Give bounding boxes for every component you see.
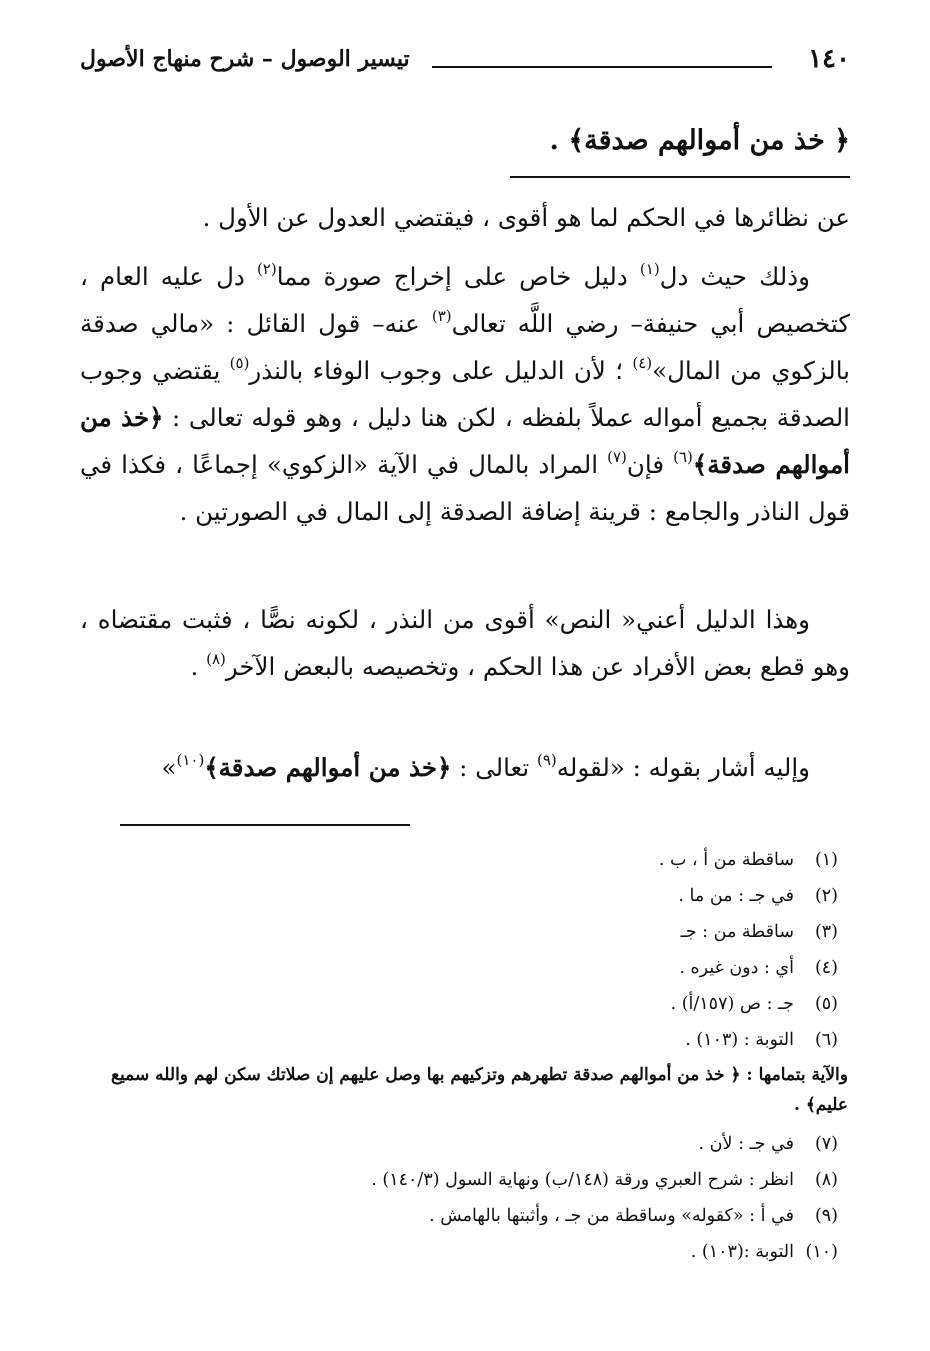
footnote-number: (٥): [814, 994, 838, 1014]
paragraph-3: [80, 596, 850, 690]
paragraph-3-text: [80, 596, 850, 690]
paragraph-2: [80, 253, 850, 535]
footnote-7: [78, 1126, 838, 1162]
footnote-ref-4: (٤): [632, 354, 653, 372]
footnote-text: أي : دون غيره .: [679, 958, 794, 978]
text-run: عنه– قول القائل : «مالي صدقة بالزكوي من المال»: [80, 309, 850, 385]
footnote-4: [78, 950, 838, 986]
footnote-ref-2: (٢): [256, 260, 277, 278]
footnote-number: (٣): [814, 922, 838, 942]
header-rule: [432, 66, 772, 68]
text-run: دليل خاص على إخراج صورة مما: [276, 262, 640, 291]
opening-verse-end: .: [549, 125, 569, 156]
footnote-ref-3: (٣): [431, 307, 452, 325]
footnotes: [78, 842, 848, 1270]
footnote-8: [78, 1162, 838, 1198]
verse-divider: [510, 176, 850, 178]
page-header: [80, 44, 850, 84]
text-run: دل عليه العام ، كتخصيص أبي حنيفة– رضي اللَّه تعالى: [80, 262, 850, 338]
paragraph-4-text: [80, 744, 850, 791]
footnote-ref-1: (١): [639, 260, 660, 278]
footnote-text: ساقطة من أ ، ب .: [658, 850, 794, 870]
footnote-1: [78, 842, 838, 878]
footnote-10: [78, 1234, 838, 1270]
footnote-text: ساقطة من : جـ: [680, 922, 794, 942]
text-run: ؛ لأن الدليل على وجوب الوفاء بالنذر: [249, 356, 633, 385]
footnote-ref-10: (١٠): [176, 751, 205, 769]
footnote-number: (٦): [814, 1030, 838, 1050]
footnote-number: (٨): [814, 1170, 838, 1190]
footnote-6: [78, 1022, 838, 1058]
quran-quote: ﴿خذ من أموالهم صدقة﴾: [204, 753, 452, 782]
footnote-number: (١٠): [805, 1242, 838, 1262]
footnote-2: [78, 878, 838, 914]
footnote-text: التوبة : (١٠٣) .: [685, 1030, 794, 1050]
footnote-9: [78, 1198, 838, 1234]
footnote-ref-5: (٥): [229, 354, 250, 372]
footnote-3: [78, 914, 838, 950]
footnote-text: جـ : ص (١٥٧/أ) .: [670, 994, 794, 1014]
running-title: تيسير الوصول – شرح منهاج الأصول: [80, 46, 410, 72]
footnote-6-continuation: [78, 1060, 848, 1120]
footnote-text: انظر : شرح العبري ورقة (١٤٨/ب) ونهاية السول (١٤٠/٣) .: [371, 1170, 794, 1190]
footnote-5: [78, 986, 838, 1022]
text-run: وإليه أشار بقوله : «لقوله: [556, 753, 810, 782]
opening-verse: ﴿ خذ من أموالهم صدقة﴾: [568, 125, 850, 156]
footnote-number: (١): [814, 850, 838, 870]
text-run: .: [190, 652, 207, 681]
footnote-text: في جـ : من ما .: [678, 886, 794, 906]
footnote-text: والآية بتمامها : ﴿ خذ من أموالهم صدقة تطهرهم وتزكيهم بها وصل عليهم إن صلاتك سكن لهم والله سميع عليم﴾ .: [110, 1065, 848, 1115]
text-run: وهذا الدليل أعني« النص» أقوى من النذر ، لكونه نصًّا ، فثبت مقتضاه ، وهو قطع بعض الأفراد عن هذا الحكم ، وتخصيصه بالبعض الآخر: [80, 605, 850, 681]
footnote-number: (٢): [814, 886, 838, 906]
paragraph-4: [80, 744, 850, 791]
footnote-ref-7: (٧): [607, 448, 627, 466]
paragraph-2-text: [80, 253, 850, 535]
paragraph-1: [80, 194, 850, 241]
footnote-ref-9: (٩): [536, 751, 557, 769]
footnote-ref-8: (٨): [206, 650, 226, 668]
text-run: فإن: [626, 450, 674, 479]
paragraph-1-text: عن نظائرها في الحكم لما هو أقوى ، فيقتضي العدول عن الأول .: [202, 203, 850, 232]
footnote-ref-6: (٦): [673, 448, 693, 466]
opening-verse-line: [550, 125, 850, 156]
text-run: تعالى :: [451, 753, 537, 782]
footnote-number: (٤): [814, 958, 838, 978]
footnote-divider: [120, 824, 410, 826]
text-run: المراد بالمال في الآية «الزكوي» إجماعًا ، فكذا في قول الناذر والجامع : قرينة إضافة الصدقة إلى المال في الصورتين .: [80, 450, 850, 526]
footnote-text: التوبة :(١٠٣) .: [690, 1242, 794, 1262]
footnote-number: (٩): [814, 1206, 838, 1226]
text-run: »: [161, 753, 177, 782]
page-number: ١٤٠: [808, 44, 850, 74]
footnote-number: (٧): [814, 1134, 838, 1154]
quran-quote: ﴿خذ من أموالهم صدقة﴾: [80, 403, 850, 479]
text-run: يقتضي وجوب الصدقة بجميع أمواله عملاً بلفظه ، لكن هنا دليل ، وهو قوله تعالى :: [80, 356, 850, 432]
footnote-text: في جـ : لأن .: [698, 1134, 794, 1154]
text-run: وذلك حيث دل: [659, 262, 810, 291]
footnote-text: في أ : «كقوله» وساقطة من جـ ، وأثبتها بالهامش .: [429, 1206, 794, 1226]
